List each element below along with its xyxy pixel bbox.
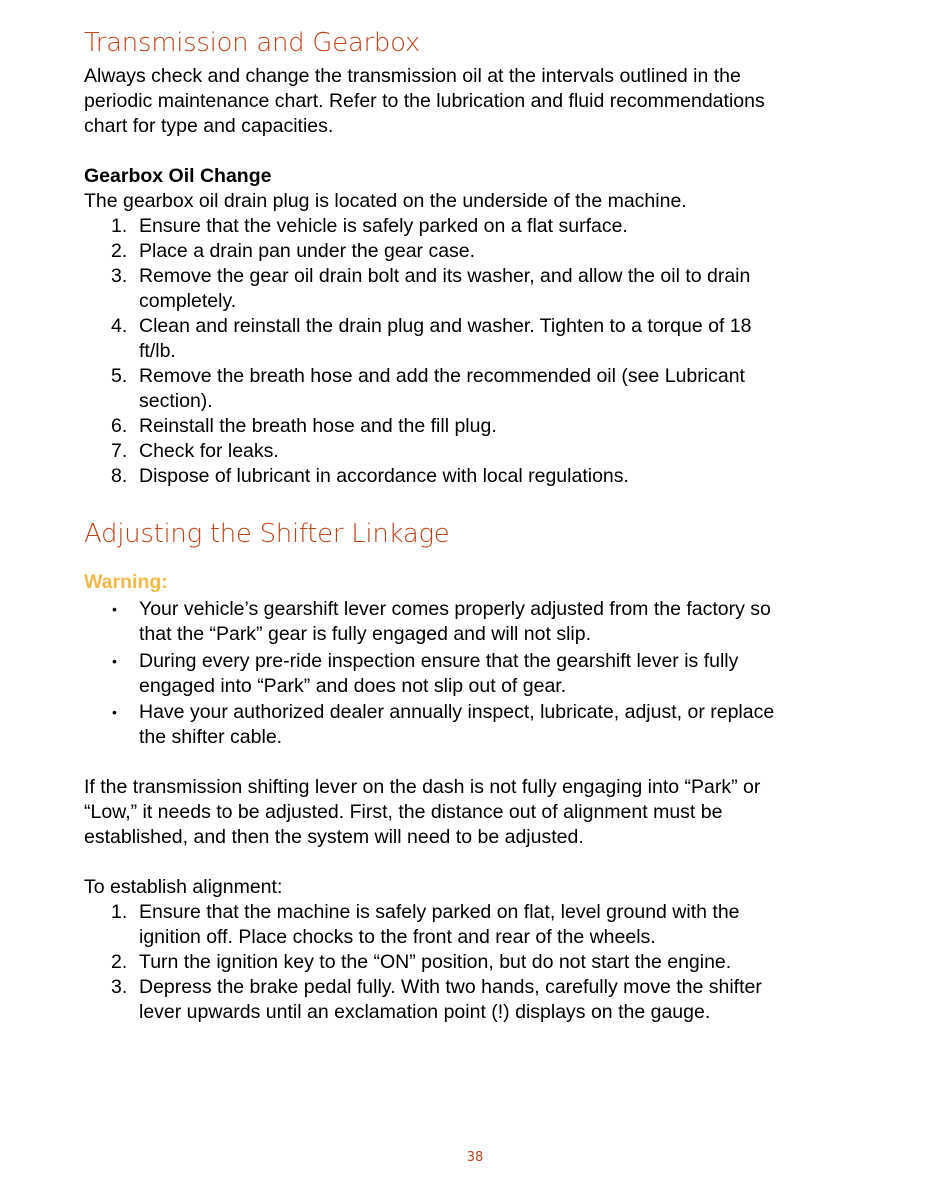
bullet-icon: • (112, 652, 117, 669)
step-number: 8. (111, 465, 128, 487)
list-item (84, 414, 752, 439)
paragraph-line: established, and then the system will need to be adjusted. (84, 826, 584, 848)
list-item (84, 649, 774, 699)
intro-paragraph (84, 64, 765, 139)
subintro: The gearbox oil drain plug is located on the underside of the machine. (84, 190, 687, 212)
step-text: Reinstall the breath hose and the fill plug. (139, 415, 497, 437)
step-number: 1. (111, 215, 128, 237)
step-text: Remove the breath hose and add the recommended oil (see Lubricant (139, 365, 745, 387)
step-number: 2. (111, 951, 128, 973)
step-text: Dispose of lubricant in accordance with local regulations. (139, 465, 629, 487)
intro-line: Always check and change the transmission oil at the intervals outlined in the (84, 65, 741, 87)
step-text: lever upwards until an exclamation point (!) displays on the gauge. (139, 1001, 711, 1023)
step-text: Ensure that the machine is safely parked on flat, level ground with the (139, 901, 740, 923)
intro-line: periodic maintenance chart. Refer to the lubrication and fluid recommendations (84, 90, 765, 112)
step-number: 1. (111, 901, 128, 923)
paragraph-line: If the transmission shifting lever on the dash is not fully engaging into “Park” or (84, 776, 761, 798)
bullet-text: that the “Park” gear is fully engaged and will not slip. (139, 623, 591, 645)
subheading-gearbox-oil-change: Gearbox Oil Change (84, 165, 272, 187)
warning-bullets (84, 597, 774, 752)
list-item (84, 700, 774, 750)
list-item (84, 439, 752, 464)
list-item (84, 239, 752, 264)
list-item (84, 464, 752, 489)
step-text: Remove the gear oil drain bolt and its washer, and allow the oil to drain (139, 265, 751, 287)
list-item (84, 214, 752, 239)
step-text: completely. (139, 290, 237, 312)
step-text: ft/lb. (139, 340, 176, 362)
list-item (84, 264, 752, 314)
step-text: Ensure that the vehicle is safely parked on a flat surface. (139, 215, 628, 237)
step-number: 3. (111, 976, 128, 998)
intro-line: chart for type and capacities. (84, 115, 334, 137)
step-text: section). (139, 390, 213, 412)
page-number: 38 (466, 1150, 484, 1165)
step-number: 2. (111, 240, 128, 262)
alignment-steps (84, 900, 762, 1025)
bullet-text: Have your authorized dealer annually inspect, lubricate, adjust, or replace (139, 701, 775, 723)
step-number: 7. (111, 440, 128, 462)
list-item (84, 597, 774, 647)
section-title-shifter-linkage: Adjusting the Shifter Linkage (84, 519, 450, 549)
oil-change-steps (84, 214, 752, 489)
step-text: Depress the brake pedal fully. With two hands, carefully move the shifter (139, 976, 762, 998)
step-text: ignition off. Place chocks to the front and rear of the wheels. (139, 926, 656, 948)
bullet-text: the shifter cable. (139, 726, 283, 748)
bullet-icon: • (112, 601, 117, 617)
step-number: 6. (111, 415, 128, 437)
step-number: 4. (111, 315, 128, 337)
bullet-text: Your vehicle’s gearshift lever comes properly adjusted from the factory so (139, 598, 771, 620)
step-text: Turn the ignition key to the “ON” position, but do not start the engine. (139, 951, 732, 973)
step-number: 3. (111, 265, 128, 287)
bullet-icon: • (112, 704, 117, 720)
warning-label: Warning: (84, 571, 168, 593)
list-item (84, 364, 752, 414)
alignment-intro: To establish alignment: (84, 876, 283, 898)
list-item (84, 314, 752, 364)
step-number: 5. (111, 365, 128, 387)
shifter-paragraph (84, 775, 760, 850)
bullet-text: engaged into “Park” and does not slip out of gear. (139, 674, 567, 697)
paragraph-line: “Low,” it needs to be adjusted. First, the distance out of alignment must be (84, 801, 723, 823)
list-item (84, 950, 762, 975)
step-text: Clean and reinstall the drain plug and washer. Tighten to a torque of 18 (139, 315, 752, 337)
list-item (84, 975, 762, 1025)
section-title-transmission: Transmission and Gearbox (84, 28, 420, 58)
bullet-text: During every pre-ride inspection ensure that the gearshift lever is fully (139, 649, 739, 672)
step-text: Check for leaks. (139, 440, 279, 462)
step-text: Place a drain pan under the gear case. (139, 240, 476, 262)
list-item (84, 900, 762, 950)
